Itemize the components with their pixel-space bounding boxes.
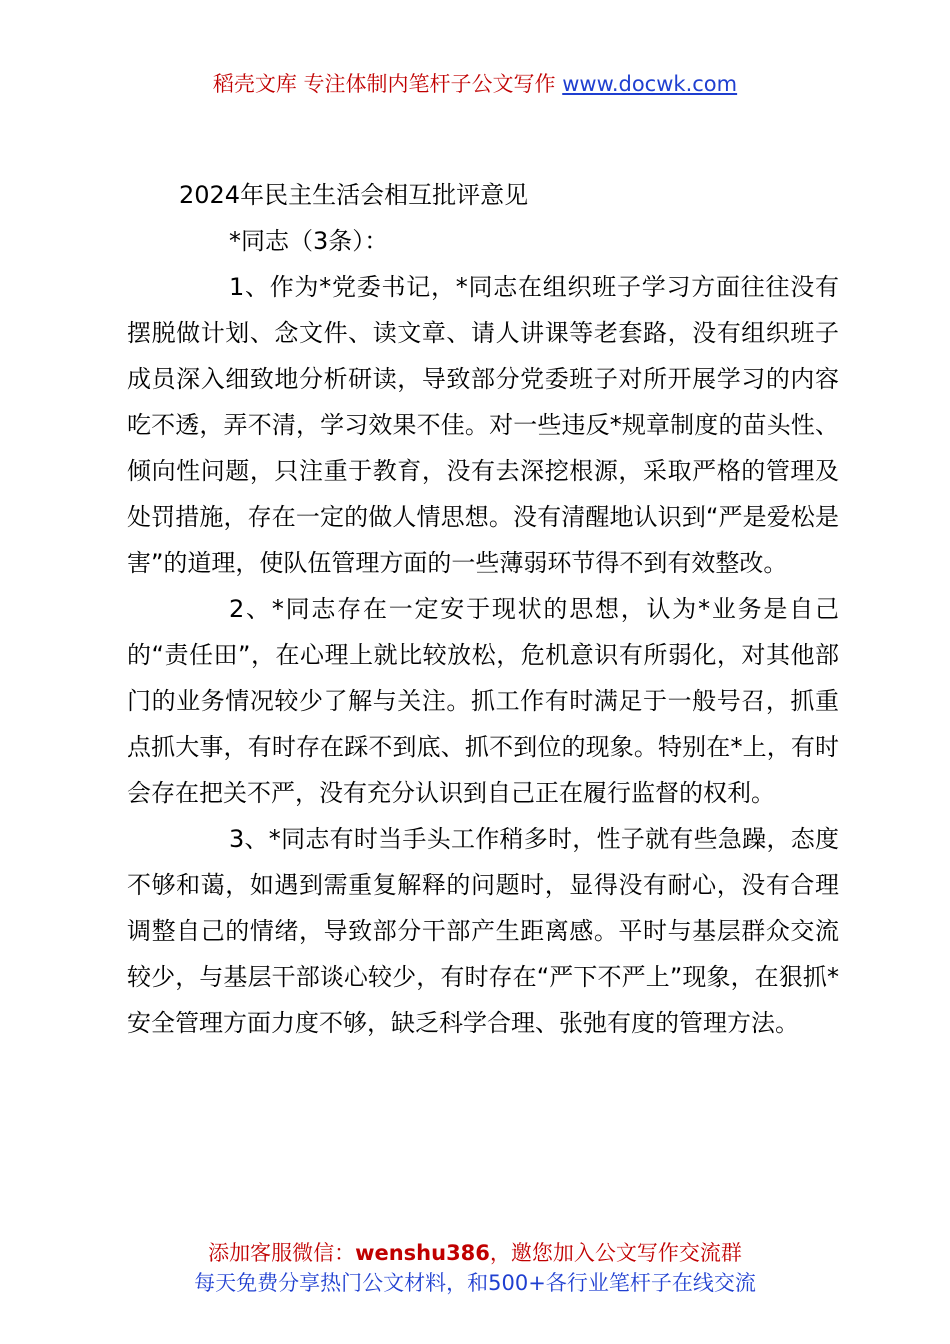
watermark-footer	[0, 1238, 950, 1298]
footer-suffix: ，邀您加入公文写作交流群	[489, 1241, 742, 1265]
footer-contact-line	[0, 1238, 950, 1268]
watermark-header	[0, 68, 950, 100]
document-title: 2024年民主生活会相互批评意见	[179, 181, 529, 209]
brand-text: 稻壳文库 专注体制内笔杆子公文写作	[212, 72, 563, 96]
footer-promo-line: 每天免费分享热门公文材料，和500+各行业笔杆子在线交流	[194, 1271, 756, 1295]
footer-prefix: 添加客服微信：	[208, 1241, 356, 1265]
paragraph-3: 3、*同志有时当手头工作稍多时，性子就有些急躁，态度不够和蔼，如遇到需重复解释的问题时，显得没有耐心，没有合理调整自己的情绪，导致部分干部产生距离感。平时与基层群众交流较少，与基层干部谈心较少，有时存在“严下不严上”现象，在狠抓*安全管理方面力度不够，缺乏科学合理、张弛有度的管理方法。	[127, 825, 839, 1037]
wechat-id: wenshu386	[355, 1241, 490, 1265]
document-body	[127, 172, 839, 1046]
site-link[interactable]: www.docwk.com	[562, 72, 738, 96]
document-subject: *同志（3条）：	[229, 227, 389, 255]
paragraph-1: 1、作为*党委书记，*同志在组织班子学习方面往往没有摆脱做计划、念文件、读文章、请人讲课等老套路，没有组织班子成员深入细致地分析研读，导致部分党委班子对所开展学习的内容吃不透，弄不清，学习效果不佳。对一些违反*规章制度的苗头性、倾向性问题，只注重于教育，没有去深挖根源，采取严格的管理及处罚措施，存在一定的做人情思想。没有清醒地认识到“严是爱松是害”的道理，使队伍管理方面的一些薄弱环节得不到有效整改。	[127, 273, 839, 577]
paragraph-2: 2、*同志存在一定安于现状的思想，认为*业务是自己的“责任田”，在心理上就比较放松，危机意识有所弱化，对其他部门的业务情况较少了解与关注。抓工作有时满足于一般号召，抓重点抓大事，有时存在踩不到底、抓不到位的现象。特别在*上，有时会存在把关不严，没有充分认识到自己正在履行监督的权利。	[127, 595, 839, 807]
